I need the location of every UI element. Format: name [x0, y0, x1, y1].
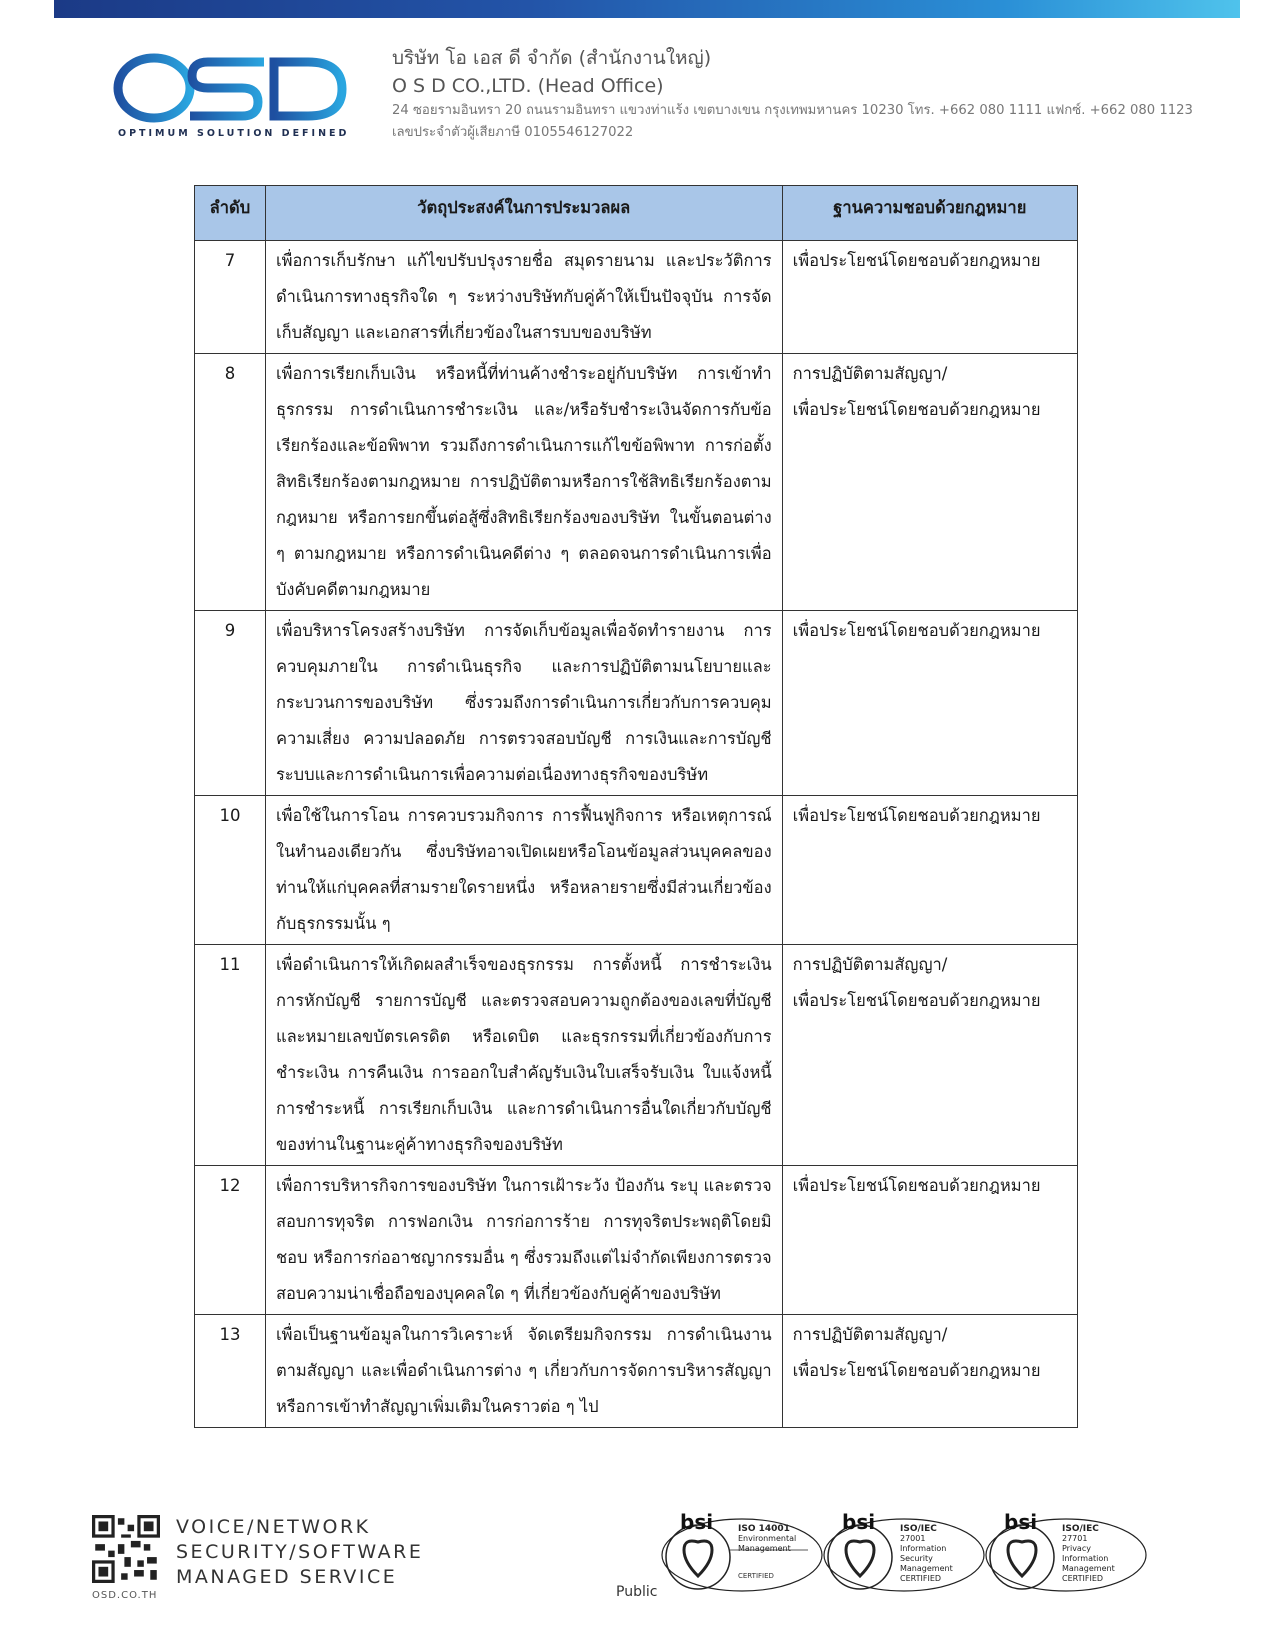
- cert-line: Management: [738, 1544, 791, 1553]
- cert-code: ISO/IEC: [900, 1524, 937, 1534]
- row-number: 12: [195, 1166, 266, 1315]
- row-purpose: เพื่อเป็นฐานข้อมูลในการวิเคราะห์ จัดเตรียมกิจกรรม การดำเนินงานตามสัญญา และเพื่อดำเนินการต่าง ๆ เกี่ยวกับการจัดการบริหารสัญญา หรือการเข้าทำสัญญาเพิ่มเติมในคราวต่อ ๆ ไป: [265, 1315, 782, 1428]
- table-header-row: [195, 186, 1078, 241]
- service-line: VOICE/NETWORK: [176, 1516, 371, 1538]
- row-purpose: เพื่อการเก็บรักษา แก้ไขปรับปรุงรายชื่อ สมุดรายนาม และประวัติการดำเนินการทางธุรกิจใด ๆ ระหว่างบริษัทกับคู่ค้าให้เป็นปัจจุบัน การจัดเก็บสัญญา และเอกสารที่เกี่ยวข้องในสารบบของบริษัท: [265, 241, 782, 354]
- company-name-th: บริษัท โอ เอส ดี จำกัด (สำนักงานใหญ่): [392, 47, 712, 69]
- table-row: [195, 1315, 1078, 1428]
- company-address: 24 ซอยรามอินทรา 20 ถนนรามอินทรา แขวงท่าแร้ง เขตบางเขน กรุงเทพมหานคร 10230 โทร. +662 080 1111 แฟกซ์. +662 080 1123: [392, 103, 1193, 118]
- bsi-brand: bsi: [680, 1510, 714, 1534]
- legal-basis-line: เพื่อประโยชน์โดยชอบด้วยกฎหมาย: [792, 251, 1041, 270]
- company-name-en: O S D CO.,LTD. (Head Office): [392, 75, 664, 97]
- table-row: [195, 1166, 1078, 1315]
- row-purpose: เพื่อบริหารโครงสร้างบริษัท การจัดเก็บข้อมูลเพื่อจัดทำรายงาน การควบคุมภายใน การดำเนินธุรกิจ และการปฏิบัติตามนโยบายและกระบวนการของบริษัท ซึ่งรวมถึงการดำเนินการเกี่ยวกับการควบคุมความเสี่ยง ความปลอดภัย การตรวจสอบบัญชี การเงินและการบัญชีระบบและการดำเนินการเพื่อความต่อเนื่องทางธุรกิจของบริษัท: [265, 611, 782, 796]
- cert-code: ISO/IEC: [1062, 1524, 1099, 1534]
- legal-basis-line: เพื่อประโยชน์โดยชอบด้วยกฎหมาย: [792, 400, 1041, 419]
- row-purpose: เพื่อดำเนินการให้เกิดผลสำเร็จของธุรกรรม การตั้งหนี้ การชำระเงิน การหักบัญชี รายการบัญชี และตรวจสอบความถูกต้องของเลขที่บัญชี และหมายเลขบัตรเครดิต หรือเดบิต และธุรกรรมที่เกี่ยวข้องกับการชำระเงิน การคืนเงิน การออกใบสำคัญรับเงินใบเสร็จรับเงิน ใบแจ้งหนี้การชำระหนี้ การเรียกเก็บเงิน และการดำเนินการอื่นใดเกี่ยวกับบัญชีของท่านในฐานะคู่ค้าทางธุรกิจของบริษัท: [265, 945, 782, 1166]
- row-legal-basis: [782, 611, 1077, 796]
- cert-line: Management: [900, 1564, 953, 1573]
- row-legal-basis: [782, 1315, 1077, 1428]
- legal-basis-line: เพื่อประโยชน์โดยชอบด้วยกฎหมาย: [792, 1176, 1041, 1195]
- table-row: [195, 796, 1078, 945]
- legal-basis-line: เพื่อประโยชน์โดยชอบด้วยกฎหมาย: [792, 1361, 1041, 1380]
- row-purpose: เพื่อใช้ในการโอน การควบรวมกิจการ การฟื้นฟูกิจการ หรือเหตุการณ์ในทำนองเดียวกัน ซึ่งบริษัทอาจเปิดเผยหรือโอนข้อมูลส่วนบุคคลของท่านให้แก่บุคคลที่สามรายใดรายหนึ่ง หรือหลายรายซึ่งมีส่วนเกี่ยวข้องกับธุรกรรมนั้น ๆ: [265, 796, 782, 945]
- header-purpose: วัตถุประสงค์ในการประมวลผล: [265, 186, 782, 241]
- cert-line: 27701: [1062, 1534, 1088, 1543]
- row-number: 9: [195, 611, 266, 796]
- cert-status-inline: CERTIFIED: [900, 1574, 942, 1583]
- bsi-brand: bsi: [842, 1510, 876, 1534]
- row-legal-basis: [782, 796, 1077, 945]
- service-line: SECURITY/SOFTWARE: [176, 1541, 424, 1563]
- certification-badge: [660, 1510, 825, 1595]
- row-number: 7: [195, 241, 266, 354]
- cert-line: Management: [1062, 1564, 1115, 1573]
- table-row: [195, 611, 1078, 796]
- cert-line: Information Security: [900, 1544, 947, 1563]
- bsi-brand: bsi: [1004, 1510, 1038, 1534]
- row-legal-basis: [782, 354, 1077, 611]
- legal-basis-line: การปฏิบัติตามสัญญา/: [792, 364, 948, 383]
- cert-status: CERTIFIED: [738, 1572, 774, 1580]
- cert-line: Environmental: [738, 1534, 797, 1543]
- row-legal-basis: [782, 241, 1077, 354]
- row-purpose: เพื่อการบริหารกิจการของบริษัท ในการเฝ้าระวัง ป้องกัน ระบุ และตรวจสอบการทุจริต การฟอกเงิน การก่อการร้าย การทุจริตประพฤติโดยมิชอบ หรือการก่ออาชญากรรมอื่น ๆ ซึ่งรวมถึงแต่ไม่จำกัดเพียงการตรวจสอบความน่าเชื่อถือของบุคคลใด ๆ ที่เกี่ยวข้องกับคู่ค้าของบริษัท: [265, 1166, 782, 1315]
- certification-badge: [984, 1510, 1149, 1595]
- cert-line: Information: [1062, 1554, 1109, 1563]
- classification-label: Public: [616, 1584, 658, 1600]
- row-number: 13: [195, 1315, 266, 1428]
- cert-text: [1062, 1524, 1142, 1584]
- row-legal-basis: [782, 945, 1077, 1166]
- footer-services: [176, 1515, 423, 1590]
- company-tax-id: เลขประจำตัวผู้เสียภาษี 0105546127022: [392, 125, 634, 140]
- row-purpose: เพื่อการเรียกเก็บเงิน หรือหนี้ที่ท่านค้างชำระอยู่กับบริษัท การเข้าทำธุรกรรม การดำเนินการชำระเงิน และ/หรือรับชำระเงินจัดการกับข้อเรียกร้องและข้อพิพาท รวมถึงการดำเนินการแก้ไขข้อพิพาท การก่อตั้งสิทธิเรียกร้องตามกฎหมาย การปฏิบัติตามหรือการใช้สิทธิเรียกร้องตามกฎหมาย หรือการยกขึ้นต่อสู้ซึ่งสิทธิเรียกร้องของบริษัท ในขั้นตอนต่าง ๆ ตามกฎหมาย หรือการดำเนินคดีต่าง ๆ ตลอดจนการดำเนินการเพื่อบังคับคดีตามกฎหมาย: [265, 354, 782, 611]
- cert-line: 27001: [900, 1534, 926, 1543]
- table-row: [195, 945, 1078, 1166]
- processing-purposes-table: [194, 185, 1078, 1428]
- row-number: 10: [195, 796, 266, 945]
- row-legal-basis: [782, 1166, 1077, 1315]
- legal-basis-line: เพื่อประโยชน์โดยชอบด้วยกฎหมาย: [792, 806, 1041, 825]
- table-row: [195, 241, 1078, 354]
- header-gradient-bar: [54, 0, 1240, 18]
- cert-status-inline: CERTIFIED: [1062, 1574, 1104, 1583]
- cert-text: [900, 1524, 980, 1584]
- service-line: MANAGED SERVICE: [176, 1566, 398, 1588]
- certification-badge: [822, 1510, 987, 1595]
- logo-tagline: OPTIMUM SOLUTION DEFINED: [118, 128, 350, 139]
- legal-basis-line: เพื่อประโยชน์โดยชอบด้วยกฎหมาย: [792, 991, 1041, 1010]
- cert-line: Privacy: [1062, 1544, 1091, 1553]
- qr-code-icon: [92, 1515, 160, 1583]
- header-no: ลำดับ: [195, 186, 266, 241]
- company-info: [392, 44, 1193, 144]
- legal-basis-line: เพื่อประโยชน์โดยชอบด้วยกฎหมาย: [792, 621, 1041, 640]
- cert-text: [738, 1524, 818, 1554]
- table-row: [195, 354, 1078, 611]
- legal-basis-line: การปฏิบัติตามสัญญา/: [792, 1325, 948, 1344]
- row-number: 8: [195, 354, 266, 611]
- row-number: 11: [195, 945, 266, 1166]
- legal-basis-line: การปฏิบัติตามสัญญา/: [792, 955, 948, 974]
- cert-code: ISO 14001: [738, 1524, 790, 1534]
- footer-website: OSD.CO.TH: [92, 1590, 158, 1601]
- header-legal-basis: ฐานความชอบด้วยกฎหมาย: [782, 186, 1077, 241]
